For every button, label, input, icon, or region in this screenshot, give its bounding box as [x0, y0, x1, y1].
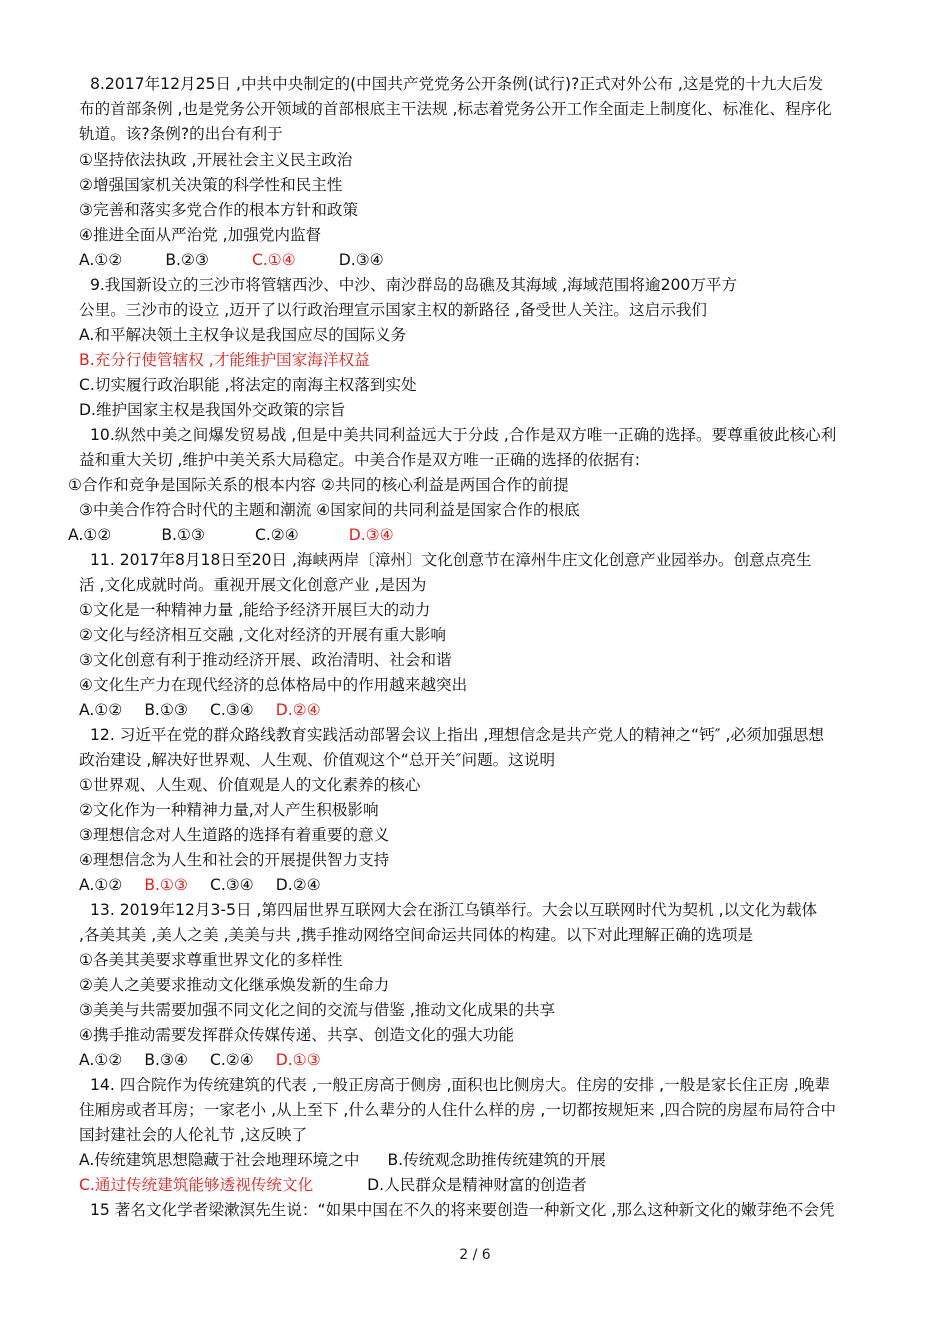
text-line [79, 174, 342, 196]
text-segment: 住厢房或者耳房；一家老小 ,从上至下 ,什么辈分的人住什么样的房 ,一切都按规矩来 ,四合院的房屋布局符合中 [79, 1101, 836, 1119]
text-segment: ②文化作为一种精神力量,对人产生积极影响 [79, 801, 379, 819]
text-segment: ①世界观、人生观、价值观是人的文化素养的核心 [79, 776, 421, 794]
text-segment: 公里。三沙市的设立 ,迈开了以行政治理宣示国家主权的新路径 ,备受世人关注。这启示我们 [79, 301, 707, 319]
text-line [79, 399, 345, 421]
text-segment: 布的首部条例 ,也是党务公开领域的首部根底主干法规 ,标志着党务公开工作全面走上制度化、标准化、程序化 [79, 100, 832, 118]
answer-highlight: D.②④ [275, 701, 321, 719]
text-line [79, 874, 321, 896]
text-segment: ④携手推动需要发挥群众传媒传递、共享、创造文化的强大功能 [79, 1026, 515, 1044]
text-segment: A.①② [79, 1051, 123, 1069]
text-line [90, 274, 737, 296]
text-segment: ③美美与共需要加强不同文化之间的交流与借鉴 ,推动文化成果的共享 [79, 1001, 556, 1019]
text-line [79, 999, 555, 1021]
text-line [90, 1074, 830, 1096]
text-segment: 益和重大关切 ,维护中美关系大局稳定。中美合作是双方唯一正确的选择的依据有: [79, 451, 640, 469]
text-line [79, 1099, 836, 1121]
text-segment: ②美人之美要求推动文化继承焕发新的生命力 [79, 976, 390, 994]
text-segment: 政治建设 ,解决好世界观、人生观、价值观这个“总开关″问题。这说明 [79, 751, 556, 769]
text-line [90, 724, 824, 746]
text-line [79, 1049, 321, 1071]
text-segment: 国封建社会的人伦礼节 ,这反映了 [79, 1126, 308, 1144]
text-line [79, 149, 352, 171]
text-segment: D.维护国家主权是我国外交政策的宗旨 [79, 401, 346, 419]
text-segment: D.人民群众是精神财富的创造者 [367, 1176, 587, 1194]
text-segment: ③完善和落实多党合作的根本方针和政策 [79, 201, 359, 219]
text-segment: 8.2017年12月25日 ,中共中央制定的(中国共产党党务公开条例(试行)?正式对外公布 ,这是党的十九大后发 [90, 75, 824, 93]
text-segment: 9.我国新设立的三沙市将管辖西沙、中沙、南沙群岛的岛礁及其海域 ,海域范围将逾200万平方 [90, 276, 738, 294]
text-segment: A.①② [79, 251, 123, 269]
text-line [90, 899, 817, 921]
text-segment: ④理想信念为人生和社会的开展提供智力支持 [79, 851, 390, 869]
text-segment: B.②③ [165, 251, 209, 269]
text-line [79, 324, 406, 346]
text-line [79, 624, 446, 646]
text-line [79, 199, 358, 221]
text-segment: D.③④ [338, 251, 384, 269]
text-segment: A.①② [68, 526, 112, 544]
text-segment: ④推进全面从严治党 ,加强党内监督 [79, 226, 322, 244]
text-line [79, 98, 832, 120]
text-line [79, 674, 467, 696]
text-line [90, 1199, 835, 1221]
answer-highlight: B.充分行使管辖权 ,才能维护国家海洋权益 [79, 351, 370, 369]
answer-highlight: B.①③ [144, 876, 188, 894]
text-segment: ③理想信念对人生道路的选择有着重要的意义 [79, 826, 390, 844]
text-line [79, 249, 384, 271]
text-line [79, 774, 420, 796]
answer-highlight: C.①④ [251, 251, 296, 269]
text-line [79, 974, 389, 996]
text-segment: ,各美其美 ,美人之美 ,美美与共 ,携手推动网络空间命运共同体的构建。以下对此理解正确的选项是 [79, 926, 754, 944]
text-segment: A.①② [79, 876, 123, 894]
text-segment: A.传统建筑思想隐藏于社会地理环境之中 [79, 1151, 360, 1169]
text-line [79, 1024, 514, 1046]
text-segment: ②文化与经济相互交融 ,文化对经济的开展有重大影响 [79, 626, 446, 644]
text-segment: ①各美其美要求尊重世界文化的多样性 [79, 951, 343, 969]
text-line [90, 424, 836, 446]
text-line [79, 799, 379, 821]
answer-highlight: D.③④ [348, 526, 394, 544]
text-segment: A.①② [79, 701, 123, 719]
text-line [79, 924, 753, 946]
text-line [79, 123, 283, 145]
text-line [79, 599, 430, 621]
text-segment: C.③④ [209, 701, 254, 719]
text-segment: C.③④ [209, 876, 254, 894]
text-line [79, 499, 580, 521]
text-segment: ①合作和竞争是国际关系的根本内容 ②共同的核心利益是两国合作的前提 [68, 476, 569, 494]
text-segment: 12. 习近平在党的群众路线教育实践活动部署会议上指出 ,理想信念是共产党人的精神之“钙″ ,必须加强思想 [90, 726, 825, 744]
text-line [79, 699, 321, 721]
text-line [79, 374, 417, 396]
text-line [68, 524, 394, 546]
text-segment: ③中美合作符合时代的主题和潮流 ④国家间的共同利益是国家合作的根底 [79, 501, 580, 519]
text-segment: ②增强国家机关决策的科学性和民主性 [79, 176, 343, 194]
text-line [79, 574, 426, 596]
text-line [79, 224, 321, 246]
text-line [79, 824, 389, 846]
answer-highlight: D.①③ [275, 1051, 321, 1069]
text-segment: 轨道。该?条例?的出台有利于 [79, 125, 283, 143]
text-segment: C.切实履行政治职能 ,将法定的南海主权落到实处 [79, 376, 417, 394]
text-segment: 13. 2019年12月3-5日 ,第四届世界互联网大会在浙江乌镇举行。大会以互联网时代为契机 ,以文化为载体 [90, 901, 818, 919]
text-segment: D.②④ [275, 876, 321, 894]
text-line [68, 474, 569, 496]
text-line [79, 299, 707, 321]
text-segment: 11. 2017年8月18日至20日 ,海峡两岸〔漳州〕文化创意节在漳州牛庄文化创意产业园举办。创意点亮生 [90, 551, 812, 569]
text-segment: ④文化生产力在现代经济的总体格局中的作用越来越突出 [79, 676, 468, 694]
text-segment: B.传统观念助推传统建筑的开展 [387, 1151, 606, 1169]
text-segment: B.①③ [144, 701, 188, 719]
text-segment: A.和平解决领土主权争议是我国应尽的国际义务 [79, 326, 407, 344]
answer-highlight: C.通过传统建筑能够透视传统文化 [79, 1176, 314, 1194]
text-segment: 活 ,文化成就时尚。重视开展文化创意产业 ,是因为 [79, 576, 427, 594]
text-segment: C.②④ [209, 1051, 254, 1069]
text-line [79, 1149, 606, 1171]
text-line [79, 349, 370, 371]
page-number: 2 / 6 [459, 1247, 491, 1263]
text-segment: 14. 四合院作为传统建筑的代表 ,一般正房高于侧房 ,面积也比侧房大。住房的安排 ,一般是家长住正房 ,晚辈 [90, 1076, 830, 1094]
text-line [79, 949, 342, 971]
text-segment: ③文化创意有利于推动经济开展、政治清明、社会和谐 [79, 651, 452, 669]
text-line [79, 749, 555, 771]
text-segment: C.②④ [254, 526, 299, 544]
text-line [90, 73, 823, 95]
text-line [79, 649, 452, 671]
text-line [79, 449, 640, 471]
text-segment: ①文化是一种精神力量 ,能给予经济开展巨大的动力 [79, 601, 431, 619]
text-line [79, 1174, 587, 1196]
text-line [79, 1124, 307, 1146]
text-line [90, 549, 812, 571]
text-segment: B.③④ [144, 1051, 188, 1069]
text-line [79, 849, 389, 871]
text-segment: ①坚持依法执政 ,开展社会主义民主政治 [79, 151, 353, 169]
text-segment: 10.纵然中美之间爆发贸易战 ,但是中美共同利益远大于分歧 ,合作是双方唯一正确的选择。要尊重彼此核心利 [90, 426, 837, 444]
text-segment: B.①③ [161, 526, 205, 544]
text-segment: 15 著名文化学者梁漱溟先生说：“如果中国在不久的将来要创造一种新文化 ,那么这种新文化的嫩芽绝不会凭 [90, 1201, 835, 1219]
